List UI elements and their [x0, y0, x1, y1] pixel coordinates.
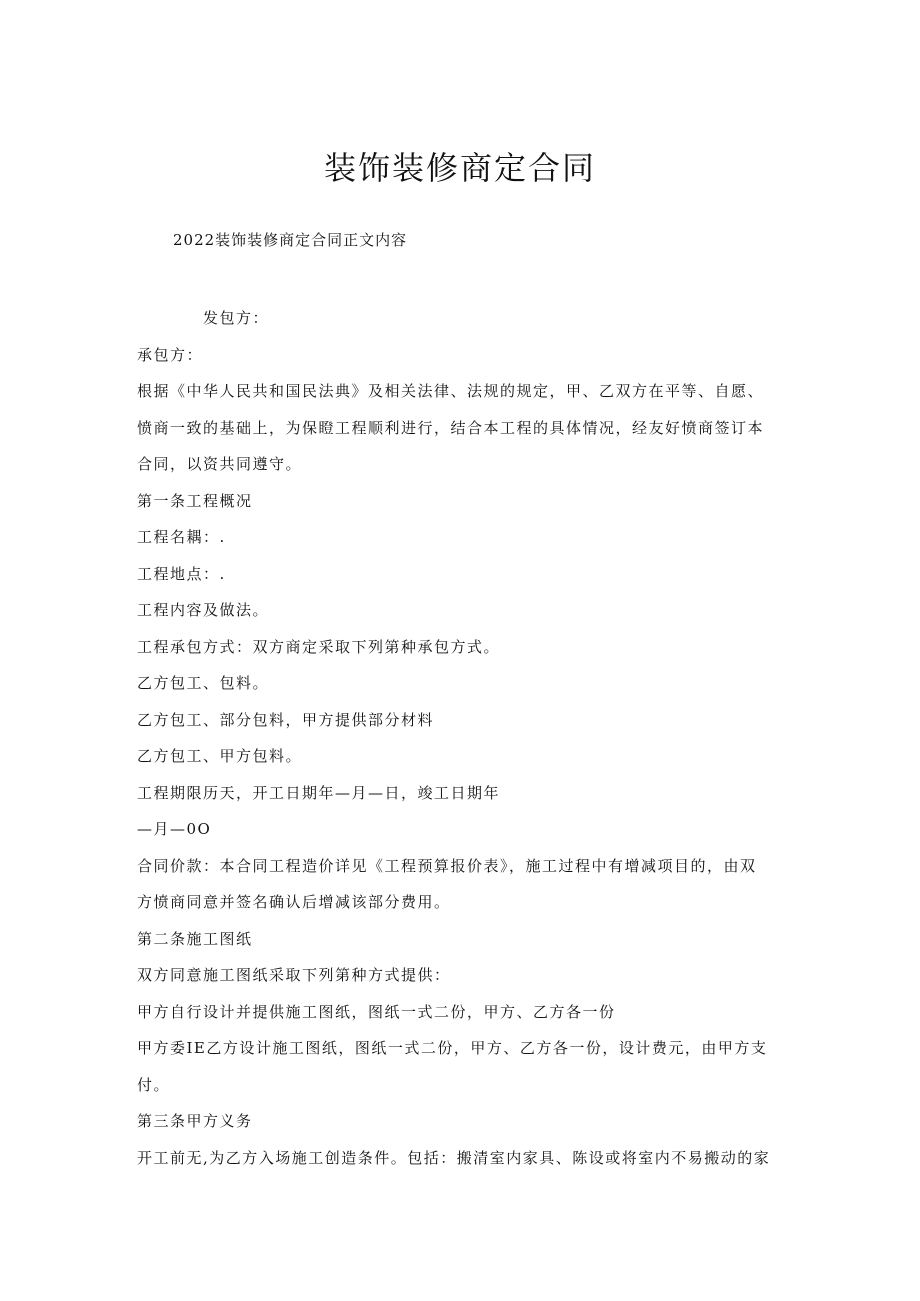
- section-heading: 第三条甲方义务: [137, 1112, 253, 1130]
- body-line: —月—0O: [137, 820, 212, 838]
- body-line: 愤商一致的基础上，为保瞪工程顺利进行，结合本工程的具体情况，经友好愤商签订本: [137, 418, 765, 437]
- party-b-line: 承包方：: [137, 345, 204, 364]
- body-line: 双方同意施工图纸采取下列第种方式提供：: [137, 966, 451, 984]
- body-line: 工程内容及做法。: [137, 601, 270, 619]
- body-line: 合同，以资共同遵守。: [137, 455, 303, 473]
- body-line: 工程名耦：.: [137, 528, 226, 546]
- party-a-line: 发包方：: [203, 309, 270, 327]
- body-line: 甲方委IE乙方设计施工图纸，图纸一式二份，甲方、乙方各一份，设计费元，由甲方支: [137, 1039, 768, 1057]
- body-line: 开工前无,为乙方入场施工创造条件。包括：搬清室内家具、陈设或将室内不易搬动的家: [137, 1148, 771, 1167]
- body-line: 乙方包工、包料。: [137, 674, 270, 692]
- body-line: 合同价款：本合同工程造价详见《工程预算报价表》，施工过程中有增减项目的，由双: [137, 856, 757, 875]
- body-line: 工程地点：.: [137, 564, 226, 583]
- body-line: 甲方自行设计并提供施工图纸，图纸一式二份，甲方、乙方各一份: [137, 1002, 616, 1021]
- section-heading: 第一条工程概况: [137, 491, 253, 510]
- body-line: 付。: [137, 1075, 171, 1094]
- body-line: 工程承包方式：双方商定采取下列第种承包方式。: [137, 637, 501, 656]
- body-line: 根据《中华人民共和国民法典》及相关法律、法规的规定，甲、乙双方在平等、自愿、: [137, 382, 765, 400]
- document-subtitle: 2022装饰装修商定合同正文内容: [173, 231, 408, 249]
- body-line: 乙方包工、甲方包料。: [137, 747, 303, 765]
- body-line: 乙方包工、部分包料，甲方提供部分材料: [137, 710, 435, 729]
- body-line: 方愤商同意并签名确认后增减该部分费用。: [137, 893, 451, 911]
- section-heading: 第二条施工图纸: [137, 929, 253, 948]
- body-line: 工程期限历天，开工日期年—月—日，竣工日期年: [137, 783, 501, 802]
- document-title: 装饰装修商定合同: [323, 149, 596, 187]
- document-body: [137, 300, 787, 1176]
